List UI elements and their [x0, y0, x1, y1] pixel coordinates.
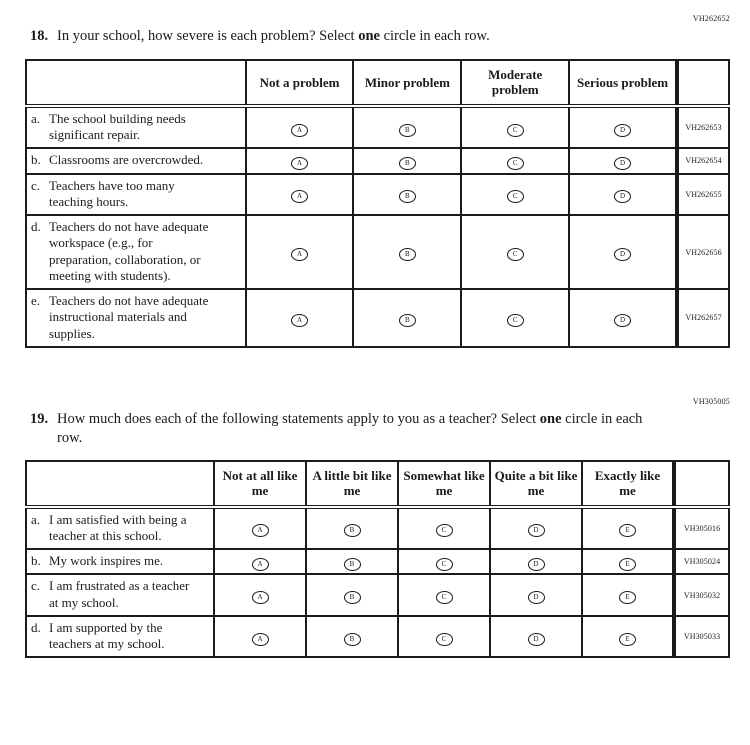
option-cell [569, 106, 677, 149]
table-row [26, 174, 729, 216]
question-19-response-grid [25, 460, 730, 659]
option-cell [461, 215, 569, 289]
option-bubble-c[interactable]: C [507, 248, 524, 261]
question-18-accession-code: VH262652 [692, 14, 730, 23]
code-column-header-blank [674, 461, 729, 507]
option-bubble-c[interactable]: C [507, 124, 524, 137]
option-bubble-d[interactable]: D [614, 190, 631, 203]
row-letter-label: d. [31, 219, 41, 235]
row-stem [26, 616, 214, 658]
question-19-prompt [30, 410, 730, 448]
row-letter-label: e. [31, 293, 41, 309]
option-bubble-e[interactable]: E [619, 633, 636, 646]
option-bubble-d[interactable]: D [614, 248, 631, 261]
stem-column-header-blank [26, 60, 246, 106]
question-18-text [57, 27, 490, 46]
row-letter-label: a. [31, 511, 41, 527]
row-accession-code: VH262657 [677, 289, 729, 347]
option-cell [353, 174, 461, 216]
row-stem [26, 574, 214, 616]
option-bubble-a[interactable]: A [252, 591, 269, 604]
question-19-number: 19. [30, 410, 49, 427]
table-row [26, 574, 729, 616]
row-accession-code: VH305024 [674, 549, 729, 574]
row-statement-text: Teachers do not have adequate instructional materials and supplies. [49, 293, 209, 341]
row-stem [26, 106, 246, 149]
prompt-text-after: circle in each row. [57, 410, 643, 446]
row-accession-code: VH305032 [674, 574, 729, 616]
option-bubble-e[interactable]: E [619, 524, 636, 537]
option-cell [490, 574, 582, 616]
option-bubble-a[interactable]: A [291, 190, 308, 203]
column-header: Exactly like me [582, 461, 674, 507]
option-cell [246, 174, 354, 216]
column-header: Serious problem [569, 60, 677, 106]
option-bubble-d[interactable]: D [528, 558, 545, 571]
table-row [26, 616, 729, 658]
option-cell [461, 289, 569, 347]
row-statement-text: I am supported by the teachers at my school. [49, 619, 165, 652]
option-bubble-b[interactable]: B [399, 124, 416, 137]
option-bubble-a[interactable]: A [291, 157, 308, 170]
option-cell [214, 574, 306, 616]
option-bubble-d[interactable]: D [528, 633, 545, 646]
option-bubble-c[interactable]: C [507, 314, 524, 327]
table-row [26, 289, 729, 347]
row-accession-code: VH305033 [674, 616, 729, 658]
row-statement-text: I am frustrated as a teacher at my school. [49, 578, 190, 610]
option-cell [353, 106, 461, 149]
question-18-number: 18. [30, 28, 49, 44]
option-bubble-c[interactable]: C [436, 591, 453, 604]
column-header: Somewhat like me [398, 461, 490, 507]
option-bubble-b[interactable]: B [344, 591, 361, 604]
row-statement-text: Classrooms are overcrowded. [49, 152, 204, 168]
prompt-bold-word: one [358, 28, 380, 44]
table-row [26, 148, 729, 173]
option-cell [214, 616, 306, 658]
question-19-section [25, 397, 730, 658]
row-stem [26, 174, 246, 216]
stem-column-header-blank [26, 461, 214, 507]
option-cell [582, 616, 674, 658]
option-bubble-a[interactable]: A [252, 633, 269, 646]
option-cell [461, 174, 569, 216]
option-cell [306, 616, 398, 658]
row-letter-label: c. [31, 177, 41, 193]
question-19-accession-code: VH305005 [692, 396, 730, 406]
option-cell [246, 106, 354, 149]
option-cell [306, 507, 398, 550]
row-stem [26, 215, 246, 289]
option-cell [569, 148, 677, 173]
option-cell [246, 215, 354, 289]
table-row [26, 549, 729, 574]
option-bubble-b[interactable]: B [344, 633, 361, 646]
table-row [26, 507, 729, 550]
prompt-text-after: circle in each row. [379, 28, 490, 44]
option-bubble-d[interactable]: D [614, 124, 631, 137]
column-header: Quite a bit like me [490, 461, 582, 507]
option-cell [582, 549, 674, 574]
option-bubble-a[interactable]: A [252, 558, 269, 571]
option-bubble-e[interactable]: E [619, 591, 636, 604]
row-accession-code: VH262654 [677, 148, 729, 173]
option-bubble-c[interactable]: C [436, 524, 453, 537]
option-cell [306, 574, 398, 616]
column-header: A little bit like me [306, 461, 398, 507]
option-cell [214, 549, 306, 574]
question-18-prompt [30, 27, 730, 46]
option-cell [398, 507, 490, 550]
option-cell [306, 549, 398, 574]
option-bubble-b[interactable]: B [399, 248, 416, 261]
option-bubble-d[interactable]: D [528, 524, 545, 537]
option-bubble-b[interactable]: B [399, 314, 416, 327]
option-bubble-b[interactable]: B [344, 524, 361, 537]
option-bubble-b[interactable]: B [399, 157, 416, 170]
row-stem [26, 148, 246, 173]
section-divider-space [25, 348, 730, 397]
row-letter-label: b. [31, 553, 41, 569]
row-statement-text: Teachers have too many teaching hours. [49, 177, 175, 209]
option-cell [353, 289, 461, 347]
option-cell [582, 574, 674, 616]
row-letter-label: d. [31, 619, 41, 635]
option-cell [398, 616, 490, 658]
row-letter-label: b. [31, 152, 41, 168]
option-cell [582, 507, 674, 550]
prompt-bold-word: one [539, 410, 562, 427]
header-row [26, 461, 729, 507]
option-bubble-d[interactable]: D [614, 314, 631, 327]
option-cell [490, 616, 582, 658]
option-cell [461, 148, 569, 173]
question-18-section [25, 14, 730, 348]
row-stem [26, 507, 214, 550]
option-cell [461, 106, 569, 149]
option-cell [353, 148, 461, 173]
prompt-text-before: In your school, how severe is each problem? Select [57, 28, 359, 44]
row-stem [26, 549, 214, 574]
option-cell [490, 549, 582, 574]
option-bubble-b[interactable]: B [344, 558, 361, 571]
code-column-header-blank [677, 60, 729, 106]
option-bubble-c[interactable]: C [507, 190, 524, 203]
question-18-response-grid [25, 59, 730, 348]
column-header: Moderate problem [461, 60, 569, 106]
column-header: Minor problem [353, 60, 461, 106]
option-bubble-a[interactable]: A [291, 248, 308, 261]
option-cell [246, 148, 354, 173]
row-accession-code: VH305016 [674, 507, 729, 550]
column-header: Not a problem [246, 60, 354, 106]
header-row [26, 60, 729, 106]
option-bubble-c[interactable]: C [507, 157, 524, 170]
option-cell [569, 289, 677, 347]
row-statement-text: I am satisfied with being a teacher at this school. [49, 511, 187, 543]
option-cell [490, 507, 582, 550]
option-bubble-b[interactable]: B [399, 190, 416, 203]
option-cell [569, 174, 677, 216]
option-cell [353, 215, 461, 289]
option-cell [214, 507, 306, 550]
row-letter-label: c. [31, 578, 41, 594]
option-cell [398, 549, 490, 574]
option-bubble-d[interactable]: D [614, 157, 631, 170]
option-cell [569, 215, 677, 289]
row-statement-text: The school building needs significant repair. [49, 110, 186, 143]
table-row [26, 215, 729, 289]
row-accession-code: VH262656 [677, 215, 729, 289]
row-accession-code: VH262655 [677, 174, 729, 216]
column-header: Not at all like me [214, 461, 306, 507]
option-bubble-e[interactable]: E [619, 558, 636, 571]
row-letter-label: a. [31, 110, 41, 126]
option-cell [398, 574, 490, 616]
option-bubble-a[interactable]: A [291, 314, 308, 327]
row-stem [26, 289, 246, 347]
question-19-text [57, 410, 655, 448]
option-cell [246, 289, 354, 347]
row-statement-text: Teachers do not have adequate workspace (e.g., for preparation, collaboration, or meeting with students). [49, 219, 209, 283]
option-bubble-a[interactable]: A [291, 124, 308, 137]
prompt-text-before: How much does each of the following statements apply to you as a teacher? Select [57, 410, 540, 427]
option-bubble-c[interactable]: C [436, 558, 453, 571]
row-accession-code: VH262653 [677, 106, 729, 149]
option-bubble-a[interactable]: A [252, 524, 269, 537]
table-row [26, 106, 729, 149]
option-bubble-d[interactable]: D [528, 591, 545, 604]
row-statement-text: My work inspires me. [49, 553, 164, 569]
option-bubble-c[interactable]: C [436, 633, 453, 646]
